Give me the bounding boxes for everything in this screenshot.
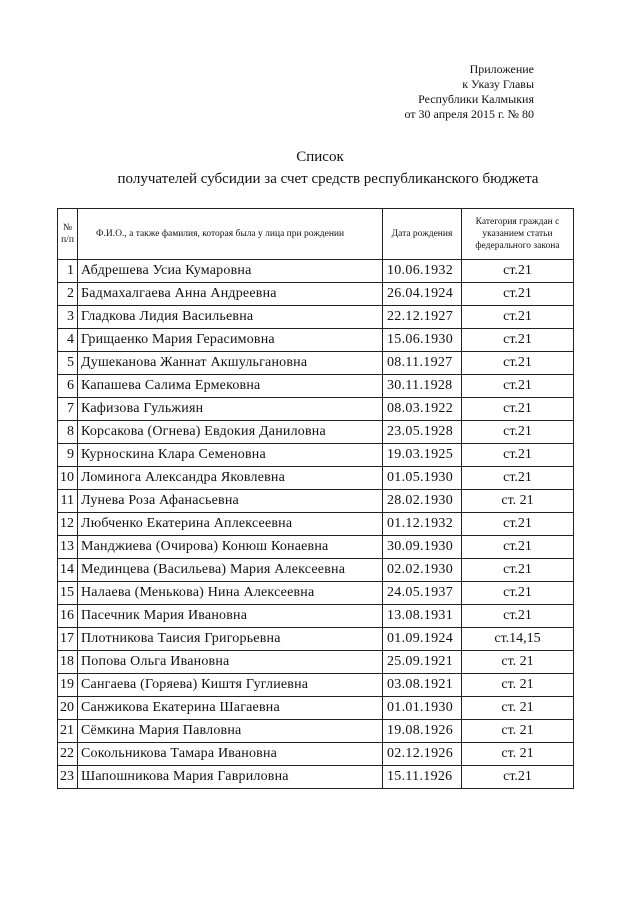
row-category: ст.21 bbox=[462, 536, 574, 559]
row-name: Шапошникова Мария Гавриловна bbox=[78, 766, 383, 789]
row-number: 6 bbox=[58, 375, 78, 398]
row-name: Абдрешева Усиа Кумаровна bbox=[78, 260, 383, 283]
row-name: Лунева Роза Афанасьевна bbox=[78, 490, 383, 513]
row-name: Попова Ольга Ивановна bbox=[78, 651, 383, 674]
row-number: 17 bbox=[58, 628, 78, 651]
row-name: Санжикова Екатерина Шагаевна bbox=[78, 697, 383, 720]
row-number: 9 bbox=[58, 444, 78, 467]
table-row bbox=[58, 582, 574, 605]
row-number: 18 bbox=[58, 651, 78, 674]
column-header-dob: Дата рождения bbox=[383, 209, 462, 260]
row-category: ст. 21 bbox=[462, 743, 574, 766]
row-number: 22 bbox=[58, 743, 78, 766]
row-birth-date: 13.08.1931 bbox=[383, 605, 462, 628]
table-row bbox=[58, 444, 574, 467]
title-block bbox=[0, 146, 640, 190]
row-name: Кафизова Гульжиян bbox=[78, 398, 383, 421]
row-number: 23 bbox=[58, 766, 78, 789]
row-number: 8 bbox=[58, 421, 78, 444]
appendix-line: от 30 апреля 2015 г. № 80 bbox=[404, 107, 534, 121]
row-category: ст.21 bbox=[462, 352, 574, 375]
row-birth-date: 30.09.1930 bbox=[383, 536, 462, 559]
row-name: Ломинога Александра Яковлевна bbox=[78, 467, 383, 490]
table-row bbox=[58, 398, 574, 421]
column-header-category: Категория граждан с указанием статьи федерального закона bbox=[462, 209, 574, 260]
column-header-number: № п/п bbox=[58, 209, 78, 260]
row-birth-date: 28.02.1930 bbox=[383, 490, 462, 513]
row-category: ст.21 bbox=[462, 467, 574, 490]
table-row bbox=[58, 490, 574, 513]
row-category: ст.21 bbox=[462, 329, 574, 352]
row-name: Пасечник Мария Ивановна bbox=[78, 605, 383, 628]
row-category: ст.21 bbox=[462, 375, 574, 398]
table-body bbox=[58, 260, 574, 789]
row-birth-date: 15.06.1930 bbox=[383, 329, 462, 352]
row-birth-date: 08.11.1927 bbox=[383, 352, 462, 375]
row-birth-date: 02.02.1930 bbox=[383, 559, 462, 582]
row-category: ст.21 bbox=[462, 559, 574, 582]
row-birth-date: 01.05.1930 bbox=[383, 467, 462, 490]
row-name: Сокольникова Тамара Ивановна bbox=[78, 743, 383, 766]
row-category: ст.21 bbox=[462, 283, 574, 306]
row-birth-date: 19.08.1926 bbox=[383, 720, 462, 743]
row-category: ст. 21 bbox=[462, 651, 574, 674]
table-row bbox=[58, 651, 574, 674]
table-row bbox=[58, 375, 574, 398]
row-category: ст.21 bbox=[462, 444, 574, 467]
row-name: Сангаева (Горяева) Киштя Гуглиевна bbox=[78, 674, 383, 697]
column-header-fio: Ф.И.О., а также фамилия, которая была у лица при рождении bbox=[78, 209, 383, 260]
row-birth-date: 01.12.1932 bbox=[383, 513, 462, 536]
table-row bbox=[58, 559, 574, 582]
row-birth-date: 15.11.1926 bbox=[383, 766, 462, 789]
table-row bbox=[58, 766, 574, 789]
table-row bbox=[58, 697, 574, 720]
document-subtitle: получателей субсидии за счет средств республиканского бюджета bbox=[117, 171, 539, 187]
row-number: 2 bbox=[58, 283, 78, 306]
row-number: 5 bbox=[58, 352, 78, 375]
appendix-line: к Указу Главы bbox=[462, 77, 534, 91]
row-category: ст.21 bbox=[462, 513, 574, 536]
table-row bbox=[58, 743, 574, 766]
row-name: Бадмахалгаева Анна Андреевна bbox=[78, 283, 383, 306]
row-number: 10 bbox=[58, 467, 78, 490]
table-row bbox=[58, 260, 574, 283]
row-number: 14 bbox=[58, 559, 78, 582]
row-birth-date: 22.12.1927 bbox=[383, 306, 462, 329]
row-name: Капашева Салима Ермековна bbox=[78, 375, 383, 398]
table-row bbox=[58, 628, 574, 651]
row-number: 13 bbox=[58, 536, 78, 559]
row-birth-date: 02.12.1926 bbox=[383, 743, 462, 766]
row-number: 7 bbox=[58, 398, 78, 421]
row-name: Сёмкина Мария Павловна bbox=[78, 720, 383, 743]
row-birth-date: 24.05.1937 bbox=[383, 582, 462, 605]
row-number: 11 bbox=[58, 490, 78, 513]
table-header-row bbox=[58, 209, 574, 260]
table-row bbox=[58, 421, 574, 444]
row-birth-date: 30.11.1928 bbox=[383, 375, 462, 398]
row-name: Манджиева (Очирова) Конюш Конаевна bbox=[78, 536, 383, 559]
row-birth-date: 01.01.1930 bbox=[383, 697, 462, 720]
row-name: Мединцева (Васильева) Мария Алексеевна bbox=[78, 559, 383, 582]
table-row bbox=[58, 467, 574, 490]
row-number: 12 bbox=[58, 513, 78, 536]
row-birth-date: 03.08.1921 bbox=[383, 674, 462, 697]
table-row bbox=[58, 720, 574, 743]
table-row bbox=[58, 306, 574, 329]
appendix-line: Приложение bbox=[469, 62, 534, 76]
row-category: ст.21 bbox=[462, 260, 574, 283]
row-category: ст.21 bbox=[462, 766, 574, 789]
row-category: ст.21 bbox=[462, 582, 574, 605]
row-name: Гладкова Лидия Васильевна bbox=[78, 306, 383, 329]
appendix-line: Республики Калмыкия bbox=[418, 92, 534, 106]
row-category: ст.14,15 bbox=[462, 628, 574, 651]
row-number: 19 bbox=[58, 674, 78, 697]
appendix-block bbox=[334, 62, 534, 122]
row-category: ст. 21 bbox=[462, 490, 574, 513]
table-row bbox=[58, 283, 574, 306]
table-row bbox=[58, 329, 574, 352]
row-number: 4 bbox=[58, 329, 78, 352]
row-birth-date: 26.04.1924 bbox=[383, 283, 462, 306]
row-category: ст.21 bbox=[462, 398, 574, 421]
row-name: Любченко Екатерина Аплексеевна bbox=[78, 513, 383, 536]
row-number: 15 bbox=[58, 582, 78, 605]
row-number: 1 bbox=[58, 260, 78, 283]
row-category: ст. 21 bbox=[462, 697, 574, 720]
row-name: Плотникова Таисия Григорьевна bbox=[78, 628, 383, 651]
row-birth-date: 08.03.1922 bbox=[383, 398, 462, 421]
row-category: ст. 21 bbox=[462, 674, 574, 697]
row-category: ст.21 bbox=[462, 421, 574, 444]
table-row bbox=[58, 513, 574, 536]
row-number: 20 bbox=[58, 697, 78, 720]
row-name: Курноскина Клара Семеновна bbox=[78, 444, 383, 467]
row-birth-date: 25.09.1921 bbox=[383, 651, 462, 674]
document-title: Список bbox=[296, 149, 344, 165]
recipients-table bbox=[57, 208, 574, 789]
row-number: 3 bbox=[58, 306, 78, 329]
row-name: Налаева (Менькова) Нина Алексеевна bbox=[78, 582, 383, 605]
row-birth-date: 23.05.1928 bbox=[383, 421, 462, 444]
row-number: 16 bbox=[58, 605, 78, 628]
row-category: ст.21 bbox=[462, 306, 574, 329]
table-row bbox=[58, 605, 574, 628]
row-number: 21 bbox=[58, 720, 78, 743]
table-row bbox=[58, 352, 574, 375]
row-name: Душеканова Жаннат Акшульгановна bbox=[78, 352, 383, 375]
table-row bbox=[58, 674, 574, 697]
table-row bbox=[58, 536, 574, 559]
row-birth-date: 19.03.1925 bbox=[383, 444, 462, 467]
row-birth-date: 01.09.1924 bbox=[383, 628, 462, 651]
row-category: ст. 21 bbox=[462, 720, 574, 743]
row-birth-date: 10.06.1932 bbox=[383, 260, 462, 283]
row-name: Корсакова (Огнева) Евдокия Даниловна bbox=[78, 421, 383, 444]
row-category: ст.21 bbox=[462, 605, 574, 628]
row-name: Грищаенко Мария Герасимовна bbox=[78, 329, 383, 352]
